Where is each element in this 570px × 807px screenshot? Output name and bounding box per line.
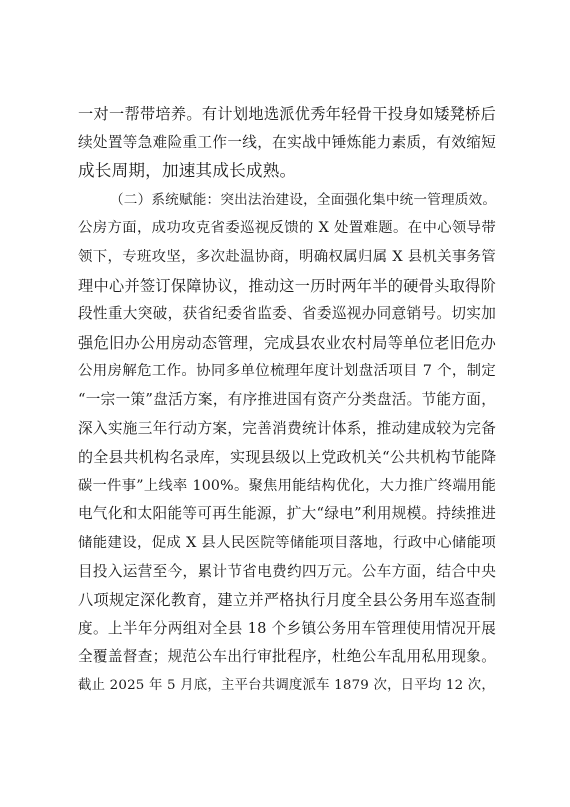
section-heading-line: （二）系统赋能：突出法治建设，全面强化集中统一管理质效。	[110, 191, 496, 208]
text-line-21: 截止 2025 年 5 月底，主平台共调度派车 1879 次，日平均 12 次，	[78, 677, 495, 693]
text-line-9: 强危旧办公用房动态管理，完成县农业农村局等单位老旧危办	[78, 333, 496, 352]
text-line-13: 的全县共机构名录库，实现县级以上党政机关“公共机构节能降	[78, 448, 496, 467]
text-line-18: 八项规定深化教育，建立并严格执行月度全县公务用车巡查制	[78, 591, 496, 610]
text-line-17: 目投入运营至今，累计节省电费约四万元。公车方面，结合中央	[78, 562, 496, 580]
text-line-19: 度。上半年分两组对全县 18 个乡镇公务用车管理使用情况开展	[78, 619, 496, 637]
text-line-20: 全覆盖督查；规范公车出行审批程序，杜绝公车乱用私用现象。	[78, 648, 496, 666]
text-line-14: 碳一件事”上线率 100%。聚焦用能结构优化，大力推广终端用能	[78, 477, 496, 494]
text-line-5: 公房方面，成功攻克省委巡视反馈的 X 处置难题。在中心领导带	[78, 220, 496, 237]
text-line-8: 段性重大突破，获省纪委省监委、省委巡视办同意销号。切实加	[78, 305, 496, 323]
text-line-7: 理中心并签订保障协议，推动这一历时两年半的硬骨头取得阶	[78, 276, 496, 295]
text-line-3: 成长周期，加速其成长成熟。	[78, 161, 297, 181]
text-line-11: “一宗一策”盘活方案，有序推进国有资产分类盘活。节能方面，	[78, 390, 496, 408]
text-line-6: 领下，专班攻坚，多次赴温协商，明确权属归属 X 县机关事务管	[78, 248, 496, 265]
text-line-12: 深入实施三年行动方案，完善消费统计体系，推动建成较为完备	[78, 419, 496, 437]
text-line-15: 电气化和太阳能等可再生能源，扩大“绿电”利用规模。持续推进	[78, 505, 496, 523]
text-line-10: 公用房解危工作。协同多单位梳理年度计划盘活项目 7 个，制定	[78, 363, 496, 380]
text-line-1: 一对一帮带培养。有计划地选派优秀年轻骨干投身如矮凳桥后	[78, 105, 496, 123]
text-line-2: 续处置等急难险重工作一线，在实战中锤炼能力素质，有效缩短	[78, 133, 496, 151]
document-body	[78, 100, 496, 700]
text-line-16: 储能建设，促成 X 县人民医院等储能项目落地，行政中心储能项	[78, 534, 496, 551]
